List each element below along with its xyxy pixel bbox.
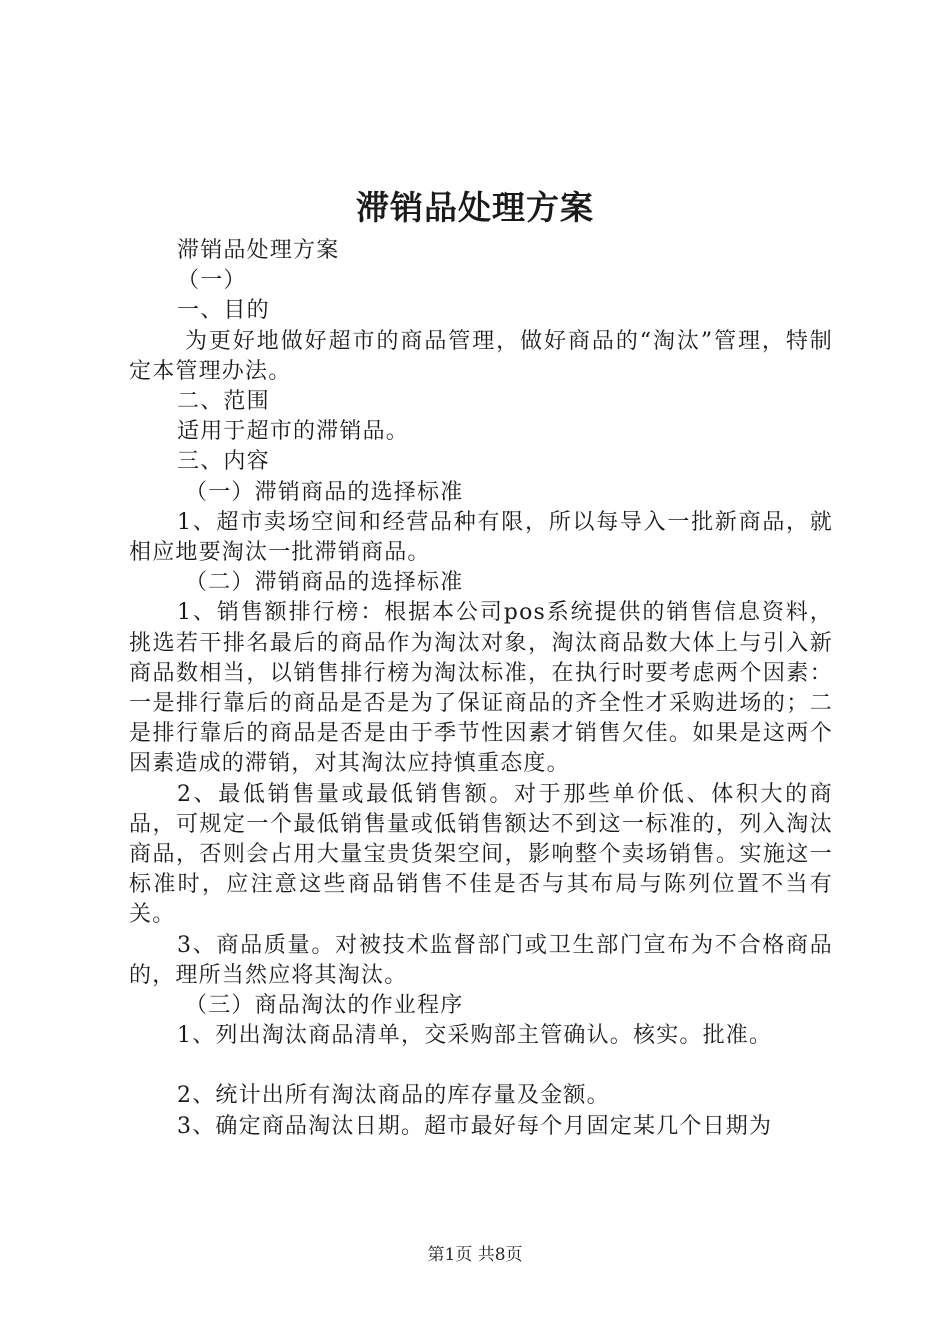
document-title: 滞销品处理方案 [356,188,594,227]
paragraph-scope-heading: 二、范围 [177,389,270,415]
paragraph-subheading-3: （三）商品淘汰的作业程序 [185,993,464,1019]
paragraph-item: 1、超市卖场空间和经营品种有限，所以每导入一批新商品，就相应地要淘汰一批滞销商品。 [129,509,833,566]
paragraph-subheading-1: （一）滞销商品的选择标准 [185,479,464,505]
paragraph-item: 3、商品质量。对被技术监督部门或卫生部门宣布为不合格商品的，理所当然应将其淘汰。 [129,932,833,988]
paragraph-heading: 滞销品处理方案 [177,238,340,263]
paragraph-subheading-2: （二）滞销商品的选择标准 [185,570,464,596]
paragraph-item: 1、销售额排行榜：根据本公司pos系统提供的销售信息资料，挑选若干排名最后的商品作为淘汰对象，淘汰商品数大体上与引入新商品数相当，以销售排行榜为淘汰标准，在执行时要考虑两个因素：一是排行靠后的商品是否是为了保证商品的齐全性才采购进场的；二是排行靠后的商品是否是由于季节性因素才销售欠佳。如果是这两个因素造成的滞销，对其淘汰应持慎重态度。 [129,600,833,777]
blank-line [129,1051,833,1081]
paragraph-section-number: （一） [177,268,247,294]
paragraph-purpose-text: 为更好地做好超市的商品管理，做好商品的“淘汰”管理，特制定本管理办法。 [129,328,833,384]
paragraph-item: 2、统计出所有淘汰商品的库存量及金额。 [177,1083,610,1109]
paragraph-content-heading: 三、内容 [177,449,270,475]
paragraph-item: 1、列出淘汰商品清单，交采购部主管确认。核实。批准。 [177,1023,773,1049]
paragraph-item: 2、最低销售量或最低销售额。对于那些单价低、体积大的商品，可规定一个最低销售量或低销售额达不到这一标准的，列入淘汰商品，否则会占用大量宝贵货架空间，影响整个卖场销售。实施这一标准时，应注意这些商品销售不佳是否与其布局与陈列位置不当有关。 [129,781,833,928]
paragraph-purpose-heading: 一、目的 [177,298,270,324]
paragraph-item: 3、确定商品淘汰日期。超市最好每个月固定某几个日期为 [177,1113,773,1139]
page-footer: 第1页 共8页 [427,1245,523,1265]
paragraph-scope-text: 适用于超市的滞销品。 [177,419,410,445]
document-body [129,236,833,1142]
